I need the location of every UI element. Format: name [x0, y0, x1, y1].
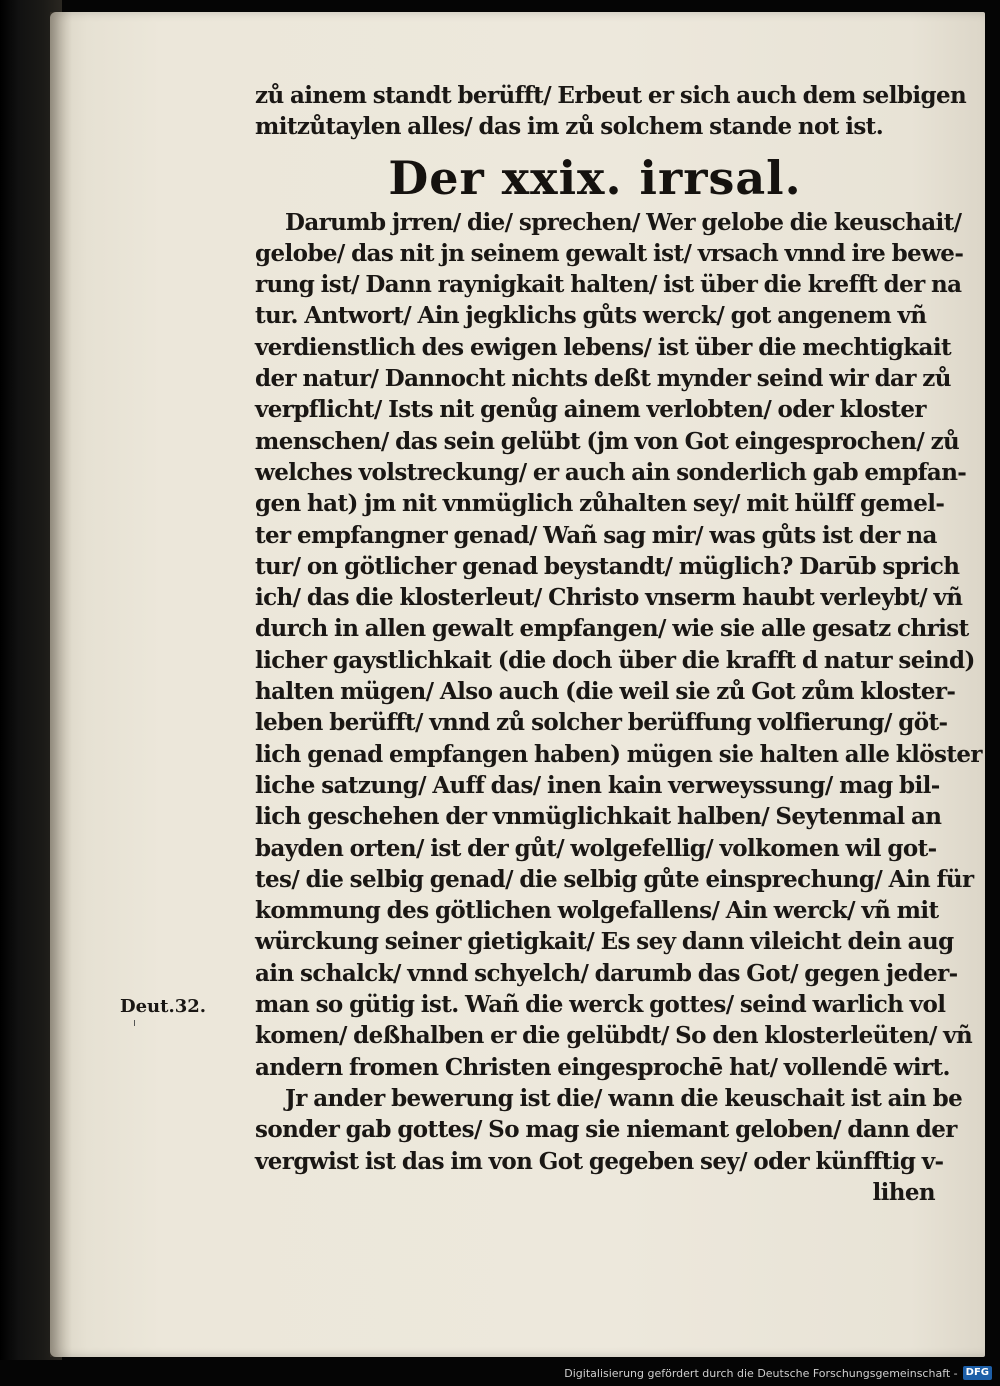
text-line: man so gütig ist. Wañ die werck gottes/ seind warlich vol: [255, 991, 946, 1019]
text-line: ich/ das die klosterleut/ Christo vnserm haubt verleybt/ vñ: [255, 584, 963, 612]
text-line: durch in allen gewalt empfangen/ wie sie alle gesatz christ: [255, 615, 969, 643]
text-line: Darumb jrren/ die/ sprechen/ Wer gelobe die keuschait/: [285, 208, 962, 236]
text-line: verdienstlich des ewigen lebens/ ist über die mechtigkait: [255, 333, 952, 361]
section-heading: Der xxix. irrsal.: [388, 150, 802, 205]
margin-tick-mark: [134, 1020, 135, 1026]
funding-footer: [564, 1365, 992, 1381]
text-line: komen/ deßhalben er die gelübdt/ So den klosterleüten/ vñ: [255, 1022, 973, 1050]
text-line: bayden orten/ ist der gůt/ wolgefellig/ volkomen wil got-: [255, 834, 937, 862]
text-line: zů ainem standt berüfft/ Erbeut er sich auch dem selbigen: [255, 82, 967, 109]
gutter-shadow: [50, 12, 72, 1357]
text-line: licher gaystlichkait (die doch über die krafft d natur seind): [255, 646, 975, 674]
text-line: leben berüfft/ vnnd zů solcher berüffung volfierung/ göt-: [255, 709, 948, 737]
text-line: Jr ander bewerung ist die/ wann die keuschait ist ain be: [285, 1084, 963, 1112]
text-line: tur/ on götlicher genad beystandt/ müglich? Darūb sprich: [255, 552, 960, 580]
text-line: tur. Antwort/ Ain jegklichs gůts werck/ got angenem vñ: [255, 302, 927, 330]
catchword: lihen: [872, 1178, 935, 1206]
text-line: der natur/ Dannocht nichts deßt mynder seind wir dar zů: [255, 365, 951, 393]
text-line: menschen/ das sein gelübt (jm von Got eingesprochen/ zů: [255, 427, 960, 455]
text-line: lich geschehen der vnmüglichkait halben/ Seytenmal an: [255, 803, 942, 831]
text-line: kommung des götlichen wolgefallens/ Ain werck/ vñ mit: [255, 897, 939, 925]
text-line: halten mügen/ Also auch (die weil sie zů Got zům kloster-: [255, 678, 956, 706]
text-line: welches volstreckung/ er auch ain sonderlich gab empfan-: [255, 458, 967, 486]
text-line: andern fromen Christen eingesprochē hat/ vollendē wirt.: [255, 1053, 950, 1081]
text-line: liche satzung/ Auff das/ inen kain verweyssung/ mag bil-: [255, 771, 940, 799]
text-line: verpflicht/ Ists nit genůg ainem verlobten/ oder kloster: [255, 396, 926, 424]
text-line: ain schalck/ vnnd schyelch/ darumb das Got/ gegen jeder-: [255, 959, 958, 987]
text-line: rung ist/ Dann raynigkait halten/ ist über die krefft der na: [255, 271, 962, 299]
dfg-logo-icon: DFG: [963, 1366, 992, 1380]
text-line: lich genad empfangen haben) mügen sie halten alle klöster: [255, 740, 982, 768]
footer-text: Digitalisierung gefördert durch die Deutsche Forschungsgemeinschaft -: [564, 1366, 958, 1380]
text-line: mitzůtaylen alles/ das im zů solchem stande not ist.: [255, 113, 884, 141]
text-line: tes/ die selbig genad/ die selbig gůte einsprechung/ Ain für: [255, 865, 974, 893]
text-line: würckung seiner gietigkait/ Es sey dann vileicht dein aug: [255, 928, 954, 956]
book-page: [50, 12, 985, 1357]
text-line: gelobe/ das nit jn seinem gewalt ist/ vrsach vnnd ire bewe-: [255, 239, 964, 267]
text-line: ter empfangner genad/ Wañ sag mir/ was gůts ist der na: [255, 521, 937, 549]
margin-reference: Deut.32.: [120, 996, 207, 1017]
text-line: gen hat) jm nit vnmüglich zůhalten sey/ mit hülff gemel-: [255, 490, 945, 518]
text-line: vergwist ist das im von Got gegeben sey/ oder künfftig v-: [255, 1147, 944, 1175]
text-line: sonder gab gottes/ So mag sie niemant geloben/ dann der: [255, 1116, 957, 1144]
text-block: [255, 80, 982, 1208]
